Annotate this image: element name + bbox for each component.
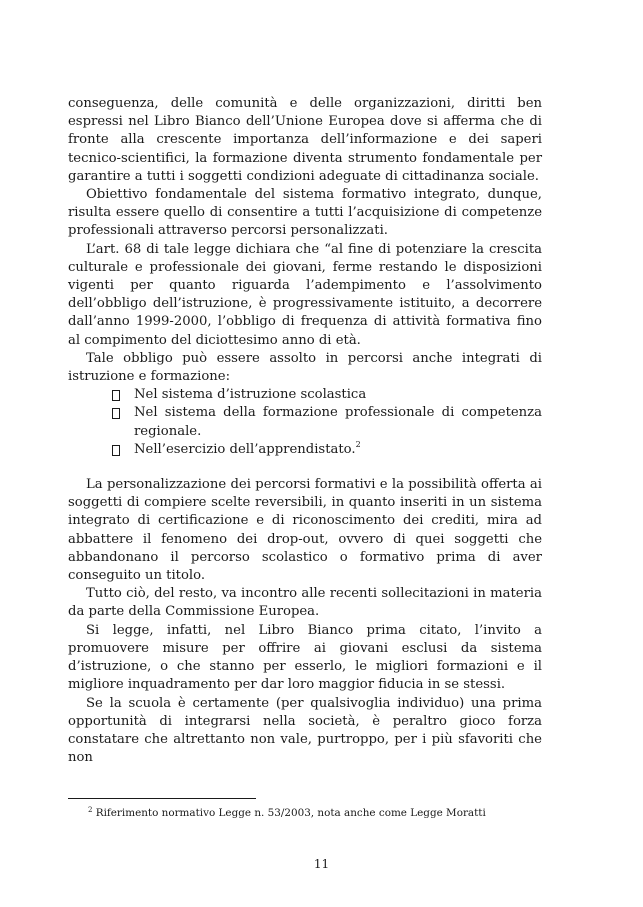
list-item-text: Nel sistema d’istruzione scolastica bbox=[134, 387, 367, 403]
bullet-list bbox=[68, 386, 542, 459]
footnote-reference: 2 bbox=[355, 439, 361, 449]
list-item bbox=[68, 386, 542, 404]
paragraph-8: Se la scuola è certamente (per qualsivoglia individuo) una prima opportunità di integrarsi nella società, è peraltro gioco forza constatare che altrettanto non vale, purtroppo, per i più sfavoriti che non bbox=[68, 695, 542, 766]
footnote-text: Riferimento normativo Legge n. 53/2003, nota anche come Legge Moratti bbox=[95, 807, 486, 819]
footnote-divider bbox=[68, 798, 256, 799]
spacer bbox=[68, 459, 542, 476]
paragraph-4: Tale obbligo può essere assolto in percorsi anche integrati di istruzione e formazione: bbox=[68, 350, 542, 385]
paragraph-6: Tutto ciò, del resto, va incontro alle recenti sollecitazioni in materia da parte della Commissione Europea. bbox=[68, 586, 542, 620]
list-item bbox=[68, 441, 542, 459]
list-item bbox=[68, 404, 542, 440]
paragraph-7: Si legge, infatti, nel Libro Bianco prima citato, l’invito a promuovere misure per offrire ai giovani esclusi da sistema d’istruzione, o che stanno per esserlo, le migliori formazioni e il migliore inquadramento per dar loro maggior fiducia in se stessi. bbox=[68, 622, 542, 693]
footnote bbox=[88, 806, 486, 820]
paragraph-2: Obiettivo fondamentale del sistema formativo integrato, dunque, risulta essere quello di consentire a tutti l’acquisizione di competenze professionali attraverso percorsi personalizzati. bbox=[68, 187, 542, 239]
square-bullet-icon bbox=[112, 408, 120, 419]
footnote-number: 2 bbox=[88, 806, 93, 814]
paragraph-5: La personalizzazione dei percorsi formativi e la possibilità offerta ai soggetti di compiere scelte reversibili, in quanto inseriti in un sistema integrato di certificazione e di riconoscimento dei crediti, mira ad abbattere il fenomeno dei drop-out, ovvero di quei soggetti che abbandonano il percorso scolastico o formativo prima di aver conseguito un titolo. bbox=[68, 477, 542, 584]
paragraph-3: L’art. 68 di tale legge dichiara che “al fine di potenziare la crescita culturale e professionale dei giovani, ferme restando le disposizioni vigenti per quanto riguarda l’adempimento e l’assolvimento dell’obbligo dell’istruzione, è progressivamente istituito, a decorrere dall’anno 1999-2000, l’obbligo di frequenza di attività formativa fino al compimento del diciottesimo anno di età. bbox=[68, 241, 542, 348]
page-number: 11 bbox=[313, 857, 330, 871]
page-body bbox=[68, 95, 542, 767]
square-bullet-icon bbox=[112, 390, 120, 401]
square-bullet-icon bbox=[112, 445, 120, 456]
list-item-text: Nell’esercizio dell’apprendistato. bbox=[134, 441, 356, 457]
paragraph-1: conseguenza, delle comunità e delle organizzazioni, diritti ben espressi nel Libro Bianco dell’Unione Europea dove si afferma che di fronte alla crescente importanza dell’informazione e dei saperi tecnico-scientifici, la formazione diventa strumento fondamentale per garantire a tutti i soggetti condizioni adeguate di cittadinanza sociale. bbox=[68, 96, 542, 184]
list-item-text: Nel sistema della formazione professionale di competenza regionale. bbox=[134, 405, 542, 439]
